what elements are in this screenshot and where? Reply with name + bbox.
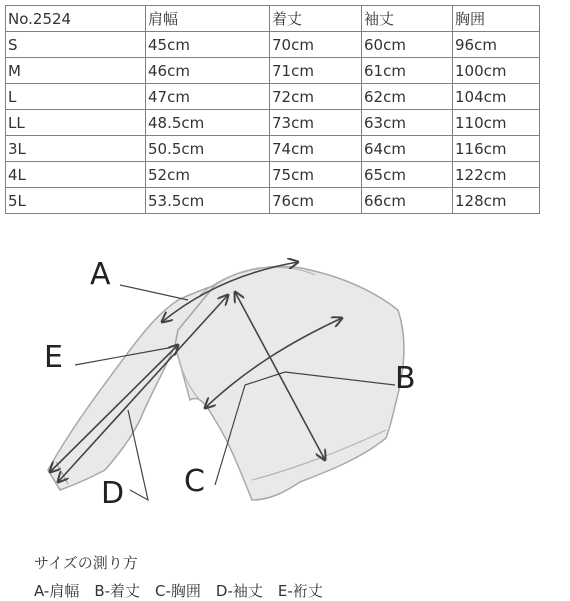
label-a-leader (120, 285, 188, 300)
table-row (6, 84, 540, 110)
table-cell: 63cm (362, 110, 453, 136)
table-cell: 122cm (453, 162, 540, 188)
table-cell: 53.5cm (146, 188, 270, 214)
table-cell: 62cm (362, 84, 453, 110)
table-cell: 46cm (146, 58, 270, 84)
table-cell: 73cm (270, 110, 362, 136)
table-row (6, 162, 540, 188)
header-cell: 袖丈 (362, 6, 453, 32)
table-cell: 52cm (146, 162, 270, 188)
table-cell: 76cm (270, 188, 362, 214)
header-cell: 胸囲 (453, 6, 540, 32)
label-b: B (395, 361, 416, 396)
table-cell: 61cm (362, 58, 453, 84)
size-table (5, 5, 540, 214)
table-cell: 72cm (270, 84, 362, 110)
jacket-body (175, 266, 404, 500)
table-cell: 110cm (453, 110, 540, 136)
table-cell: 116cm (453, 136, 540, 162)
size-cell: L (6, 84, 146, 110)
size-cell: 3L (6, 136, 146, 162)
table-cell: 64cm (362, 136, 453, 162)
label-c: C (184, 464, 205, 499)
table-row (6, 32, 540, 58)
table-cell: 66cm (362, 188, 453, 214)
table-cell: 75cm (270, 162, 362, 188)
label-e: E (44, 340, 63, 375)
header-cell: 肩幅 (146, 6, 270, 32)
table-cell: 104cm (453, 84, 540, 110)
label-a: A (90, 257, 111, 292)
size-cell: 4L (6, 162, 146, 188)
size-cell: LL (6, 110, 146, 136)
jacket-illustration (48, 266, 404, 500)
table-cell: 50.5cm (146, 136, 270, 162)
table-cell: 70cm (270, 32, 362, 58)
table-cell: 60cm (362, 32, 453, 58)
size-cell: M (6, 58, 146, 84)
table-cell: 100cm (453, 58, 540, 84)
table-cell: 65cm (362, 162, 453, 188)
table-row (6, 136, 540, 162)
table-cell: 74cm (270, 136, 362, 162)
measurement-legend: A-肩幅 B-着丈 C-胸囲 D-袖丈 E-裄丈 (34, 582, 323, 600)
label-d: D (101, 476, 125, 511)
table-cell: 96cm (453, 32, 540, 58)
table-cell: 45cm (146, 32, 270, 58)
table-cell: 48.5cm (146, 110, 270, 136)
table-header-row (6, 6, 540, 32)
size-cell: 5L (6, 188, 146, 214)
size-cell: S (6, 32, 146, 58)
table-row (6, 58, 540, 84)
table-row (6, 188, 540, 214)
header-cell: 着丈 (270, 6, 362, 32)
measurement-diagram (0, 238, 470, 538)
measurement-caption-title: サイズの測り方 (34, 554, 138, 572)
table-cell: 71cm (270, 58, 362, 84)
header-cell: No.2524 (6, 6, 146, 32)
table-row (6, 110, 540, 136)
table-cell: 128cm (453, 188, 540, 214)
table-cell: 47cm (146, 84, 270, 110)
